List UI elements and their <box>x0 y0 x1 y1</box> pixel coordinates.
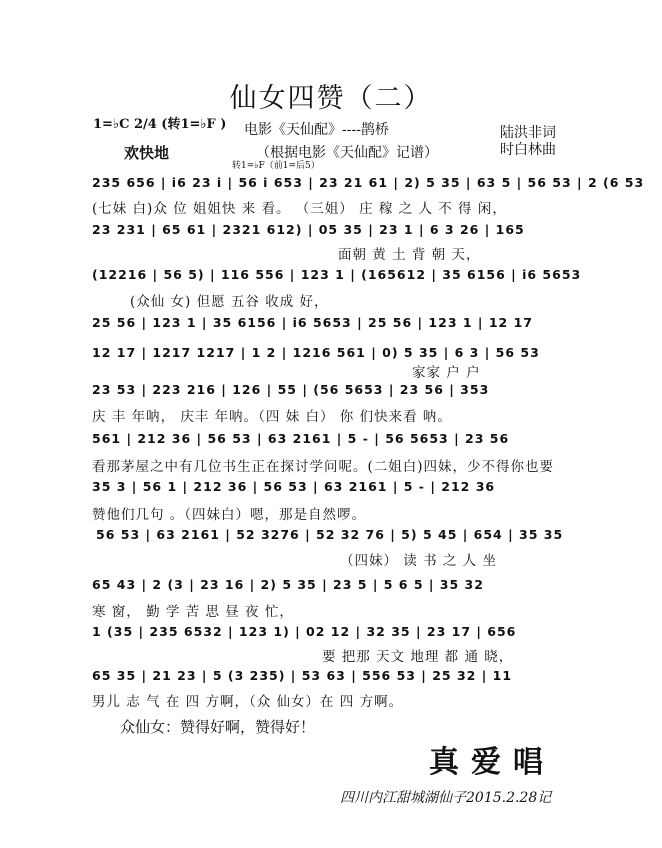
score-lyric-line: （四妹） 读 书 之 人 坐 <box>340 553 497 569</box>
score-music-line: 65 43 | 2 (3 | 23 16 | 2) 5 35 | 23 5 | 5 6 5 | 35 32 <box>92 577 484 592</box>
score-lyric-line: 男儿 志 气 在 四 方啊，（众 仙女）在 四 方啊。 <box>92 694 404 710</box>
chorus-comment: 众仙女：赞得好啊，赞得好！ <box>120 718 316 736</box>
score-music-line: 25 56 | 123 1 | 35 6156 | i6 5653 | 25 56 | 123 1 | 12 17 <box>92 315 533 330</box>
score-lyric-line: 家家 户 户 <box>412 365 481 381</box>
notation-source: （根据电影《天仙配》记谱） <box>256 145 438 161</box>
score-lyric-line: 赞他们几句 。（四妹白）嗯，那是自然啰。 <box>92 507 367 523</box>
score-lyric-line: 寒 窗， 勤 学 苦 思 昼 夜 忙， <box>92 604 294 620</box>
score-music-line: (12216 | 56 5) | 116 556 | 123 1 | (165612 | 35 6156 | i6 5653 <box>92 267 582 282</box>
score-music-line: 23 231 | 65 61 | 2321 612) | 05 35 | 23 1 | 6 3 26 | 165 <box>92 222 525 237</box>
composer-credit: 时白林曲 <box>500 142 556 158</box>
performer-signature: 真爱唱 <box>429 745 555 780</box>
score-music-line: 12 17 | 1217 1217 | 1 2 | 1216 561 | 0) 5 35 | 6 3 | 56 53 <box>92 345 540 360</box>
tempo-marking: 欢快地 <box>124 144 170 162</box>
transcription-note: 四川内江甜城湖仙子2015.2.28记 <box>340 790 552 806</box>
key-signature: 1=♭C 2/4 (转1=♭F ) <box>93 117 227 132</box>
score-lyric-line: 看那茅屋之中有几位书生正在探讨学问呢。(二姐白)四妹，少不得你也要 <box>92 459 555 475</box>
score-music-line: 23 53 | 223 216 | 126 | 55 | (56 5653 | 23 56 | 353 <box>92 382 490 397</box>
score-music-line: 561 | 212 36 | 56 53 | 63 2161 | 5 - | 56 5653 | 23 56 <box>92 431 510 446</box>
score-music-line: 56 53 | 63 2161 | 52 3276 | 52 32 76 | 5) 5 45 | 654 | 35 35 <box>96 527 564 542</box>
score-lyric-line: (众仙 女) 但愿 五谷 收成 好， <box>130 294 329 310</box>
score-music-line: 235 656 | i6 23 i | 56 i 653 | 23 21 61 | 2) 5 35 | 63 5 | 56 53 | 2 (6 53 <box>92 175 645 190</box>
lyricist-credit: 陆洪非词 <box>500 125 556 141</box>
score-lyric-line: 面朝 黄 土 背 朝 天， <box>338 247 481 263</box>
score-lyric-line: (七妹 白)众 位 姐姐快 来 看。 （三姐） 庄 稼 之 人 不 得 闲， <box>92 201 507 217</box>
score-lyric-line: 要 把那 天文 地理 都 通 晓， <box>322 649 514 665</box>
score-music-line: 1 (35 | 235 6532 | 123 1) | 02 12 | 32 35 | 23 17 | 656 <box>92 624 517 639</box>
film-reference: 电影《天仙配》----鹊桥 <box>244 122 389 138</box>
key-change-note: 转1=♭F（前1=后5） <box>232 161 320 171</box>
score-lyric-line: 庆 丰 年呐， 庆丰 年呐。（四 妹 白） 你 们快来看 呐。 <box>92 409 452 425</box>
score-music-line: 65 35 | 21 23 | 5 (3 235) | 53 63 | 556 53 | 25 32 | 11 <box>92 668 513 683</box>
score-music-line: 35 3 | 56 1 | 212 36 | 56 53 | 63 2161 | 5 - | 212 36 <box>92 479 496 494</box>
page-title: 仙女四赞（二） <box>229 83 433 114</box>
